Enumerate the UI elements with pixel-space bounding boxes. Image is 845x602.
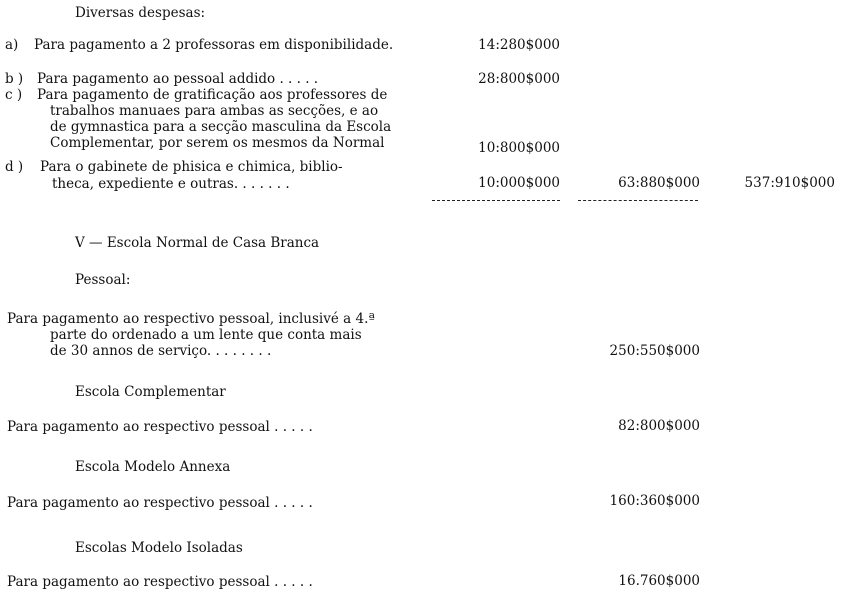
item-text-c-line2: trabalhos manuaes para ambas as secções, e ao	[50, 103, 379, 119]
subsection-text-complementar: Para pagamento ao respectivo pessoal . . . . .	[7, 419, 313, 435]
total-amount: 537:910$000	[744, 175, 835, 191]
item-text-d-line2: theca, expediente e outras. . . . . . .	[52, 176, 290, 192]
subsection-heading-annexa: Escola Modelo Annexa	[75, 459, 231, 475]
subtotal-amount: 63:880$000	[618, 175, 700, 191]
subsection-amount-complementar: 82:800$000	[618, 418, 700, 434]
sum-rule-left	[432, 200, 560, 201]
item-amount-c: 10:800$000	[478, 140, 560, 156]
item-marker-b: b )	[5, 71, 24, 87]
subsection-amount-annexa: 160:360$000	[609, 493, 700, 509]
section-title-casa-branca: V — Escola Normal de Casa Branca	[75, 235, 320, 251]
item-text-b: Para pagamento ao pessoal addido . . . . .	[37, 71, 319, 87]
item-text-c-line3: de gymnastica para a secção masculina da Escola	[50, 119, 392, 135]
subsection-text-isoladas: Para pagamento ao respectivo pessoal . . . . .	[7, 574, 313, 590]
item-amount-a: 14:280$000	[478, 37, 560, 53]
pessoal-text-line3: de 30 annos de serviço. . . . . . . .	[50, 343, 272, 359]
pessoal-amount: 250:550$000	[609, 343, 700, 359]
pessoal-heading: Pessoal:	[75, 272, 131, 288]
item-marker-d: d )	[5, 159, 24, 175]
item-marker-c: c )	[5, 87, 23, 103]
subsection-amount-isoladas: 16.760$000	[618, 573, 700, 589]
item-marker-a: a)	[5, 37, 19, 53]
item-text-c-line1: Para pagamento de gratificação aos professores de	[37, 87, 388, 103]
sum-rule-right	[578, 200, 698, 201]
item-text-c-line4: Complementar, por serem os mesmos da Normal	[50, 135, 385, 151]
item-text-d-line1: Para o gabinete de phisica e chimica, biblio-	[40, 159, 343, 175]
item-amount-d: 10:000$000	[478, 175, 560, 191]
subsection-heading-complementar: Escola Complementar	[75, 384, 226, 400]
pessoal-text-line2: parte do ordenado a um lente que conta mais	[50, 327, 362, 343]
item-text-a: Para pagamento a 2 professoras em disponibilidade.	[34, 37, 394, 53]
item-amount-b: 28:800$000	[478, 71, 560, 87]
pessoal-text-line1: Para pagamento ao respectivo pessoal, inclusivé a 4.ª	[7, 311, 375, 327]
section-heading-diversas: Diversas despesas:	[75, 5, 206, 21]
subsection-heading-isoladas: Escolas Modelo Isoladas	[75, 540, 243, 556]
subsection-text-annexa: Para pagamento ao respectivo pessoal . . . . .	[7, 495, 313, 511]
